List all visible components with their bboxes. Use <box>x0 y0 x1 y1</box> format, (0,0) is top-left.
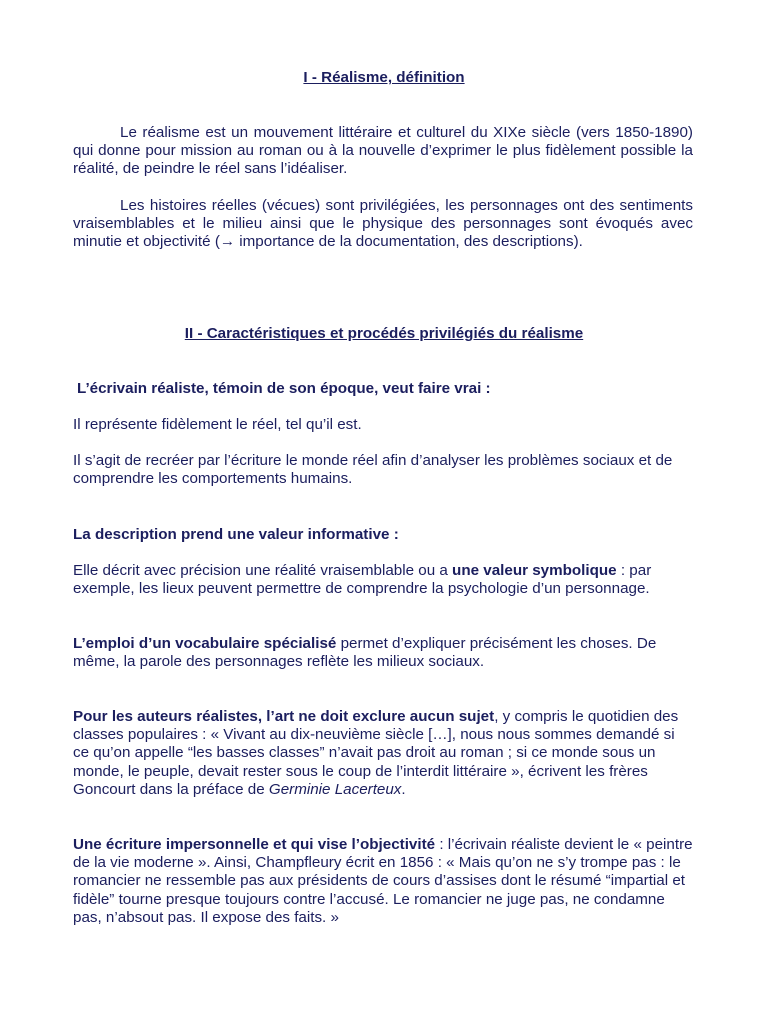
book-title: Germinie Lacerteux <box>268 780 402 798</box>
description-text-end: : par exemple, les lieux peuvent permettre de comprendre la psychologie d’un personnage. <box>73 562 652 598</box>
vocabulary-text: permet d’expliquer précisément les choses. De même, la parole des personnages reflète les milieux sociaux. <box>73 635 657 671</box>
vocabulary-paragraph <box>73 635 693 671</box>
subject-emphasis: Pour les auteurs réalistes, l’art ne doit exclure aucun sujet <box>73 708 495 725</box>
description-text-start: Elle décrit avec précision une réalité vraisemblable ou a <box>73 562 453 579</box>
vocabulary-emphasis: L’emploi d’un vocabulaire spécialisé <box>73 635 337 652</box>
impersonal-text: : l’écrivain réaliste devient le « peintre de la vie moderne ». Ainsi, Champfleury écrit en 1856 : « Mais qu’on ne s’y trompe pas : le romancier ne ressemble pas aux présidents de cours d’assises dont le résumé “impartial et fidèle” tourne presque toujours contre l’accusé. Le romancier ne juge pas, ne condamne pas, n’absout pas. Il expose des faits. » <box>73 836 693 926</box>
symbolic-value-emphasis: une valeur symbolique <box>452 562 617 579</box>
section-1-title: I - Réalisme, définition <box>303 69 465 86</box>
subject-text: , y compris le quotidien des classes populaires : « Vivant au dix-neuvième siècle […], nous nous sommes demandé si ce qu’on appelle “les basses classes” n’avait pas droit au roman ; si ce monde sous un monde, le peuple, devait rester sous le coup de l’interdit littéraire », écrivent les frères Goncourt dans la préface de <box>73 708 679 798</box>
subject-text-end: . <box>401 780 406 798</box>
subject-paragraph <box>73 708 693 799</box>
description-subheading: La description prend une valeur informative : <box>73 526 399 543</box>
writer-paragraph-2: Il s’agit de recréer par l’écriture le monde réel afin d’analyser les problèmes sociaux et de comprendre les comportements humains. <box>73 452 673 488</box>
description-paragraph <box>73 562 693 598</box>
impersonal-emphasis: Une écriture impersonnelle et qui vise l’objectivité <box>73 836 436 853</box>
definition-paragraph-1: Le réalisme est un mouvement littéraire et culturel du XIXe siècle (vers 1850-1890) qui donne pour mission au roman ou à la nouvelle d’exprimer le plus fidèlement possible la réalité, de peindre le réel sans l’idéaliser. <box>73 124 693 178</box>
impersonal-writing-paragraph <box>73 836 693 927</box>
writer-subheading: L’écrivain réaliste, témoin de son époque, veut faire vrai : <box>77 380 491 397</box>
writer-paragraph-1: Il représente fidèlement le réel, tel qu’il est. <box>73 416 362 433</box>
section-2-title: II - Caractéristiques et procédés privilégiés du réalisme <box>184 325 584 342</box>
definition-paragraph-2: Les histoires réelles (vécues) sont privilégiées, les personnages ont des sentiments vraisemblables et le milieu ainsi que le physique des personnages sont évoqués avec minutie et objectivité (→ importance de la documentation, des descriptions). <box>73 197 693 251</box>
